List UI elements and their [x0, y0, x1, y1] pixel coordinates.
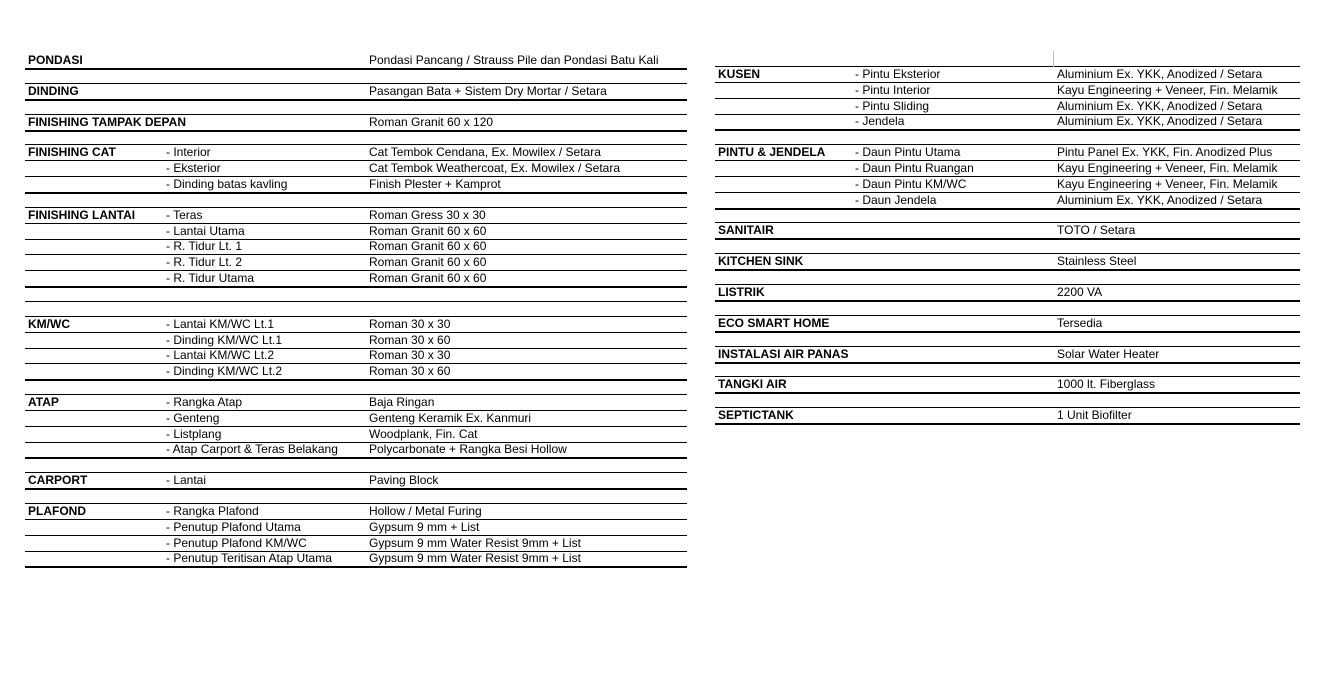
spec-value: 1 Unit Biofilter — [1057, 408, 1132, 423]
spec-value: Aluminium Ex. YKK, Anodized / Setara — [1057, 192, 1263, 207]
spec-row — [715, 98, 1300, 115]
spacer-row — [25, 99, 687, 115]
category-label: FINISHING LANTAI — [28, 207, 136, 222]
spec-value: Roman 30 x 30 — [369, 316, 451, 331]
spec-value: Woodplank, Fin. Cat — [369, 426, 478, 441]
spec-value: Roman Granit 60 x 60 — [369, 223, 487, 238]
left-spec-table — [25, 52, 687, 578]
category-label: ECO SMART HOME — [718, 315, 830, 330]
category-label: KM/WC — [28, 316, 70, 331]
category-label: TANGKI AIR — [718, 377, 787, 392]
item-label: - Pintu Interior — [855, 82, 931, 97]
spec-value: Kayu Engineering + Veneer, Fin. Melamik — [1057, 161, 1278, 175]
spec-row — [25, 535, 687, 552]
category-label: DINDING — [28, 83, 79, 98]
spec-value: Roman 30 x 60 — [369, 332, 451, 347]
spec-value: Genteng Keramik Ex. Kanmuri — [369, 410, 532, 425]
item-label: - Penutup Plafond KM/WC — [166, 535, 307, 550]
spacer-row — [25, 192, 687, 208]
spec-value: Pintu Panel Ex. YKK, Fin. Anodized Plus — [1057, 145, 1273, 160]
spacer-row — [25, 129, 687, 145]
spec-value: Roman Granit 60 x 120 — [369, 114, 494, 129]
spec-row — [25, 144, 687, 161]
category-label: PONDASI — [28, 53, 83, 67]
spec-value: Gypsum 9 mm Water Resist 9mm + List — [369, 551, 581, 566]
spacer-row — [715, 238, 1300, 254]
item-label: - Interior — [166, 145, 211, 160]
spec-value: Paving Block — [369, 473, 439, 488]
spec-value: Polycarbonate + Rangka Besi Hollow — [369, 442, 567, 457]
spec-value: Aluminium Ex. YKK, Anodized / Setara — [1057, 98, 1263, 113]
spec-value: Roman 30 x 60 — [369, 364, 451, 379]
spec-value: 1000 lt. Fiberglass — [1057, 377, 1156, 392]
spacer-row — [715, 331, 1300, 347]
item-label: - Lantai KM/WC Lt.2 — [166, 348, 275, 363]
spacer-row — [25, 488, 687, 504]
spec-value: Cat Tembok Cendana, Ex. Mowilex / Setara — [369, 145, 601, 160]
category-label: SANITAIR — [718, 223, 774, 238]
item-label: - Lantai — [166, 473, 207, 488]
spec-value: Aluminium Ex. YKK, Anodized / Setara — [1057, 114, 1263, 129]
spec-row — [25, 316, 687, 333]
item-label: - Genteng — [166, 410, 220, 425]
spec-value: Pasangan Bata + Sistem Dry Mortar / Setara — [369, 83, 607, 98]
spec-value: Kayu Engineering + Veneer, Fin. Melamik — [1057, 176, 1278, 191]
item-label: - Rangka Atap — [166, 395, 243, 409]
category-label: INSTALASI AIR PANAS — [718, 346, 849, 361]
item-label: - Jendela — [855, 114, 905, 129]
spec-row — [25, 503, 687, 520]
spec-row — [715, 66, 1300, 83]
item-label: - Daun Pintu Utama — [855, 145, 961, 160]
category-label: FINISHING TAMPAK DEPAN — [28, 114, 186, 129]
item-label: - Eksterior — [166, 161, 221, 176]
category-label: FINISHING CAT — [28, 145, 116, 160]
item-label: - R. Tidur Lt. 2 — [166, 255, 243, 270]
spec-value: Roman Granit 60 x 60 — [369, 255, 487, 270]
spec-value: 2200 VA — [1057, 285, 1103, 299]
spacer-row — [715, 392, 1300, 408]
spec-row — [25, 223, 687, 240]
item-label: - Lantai KM/WC Lt.1 — [166, 316, 275, 331]
spec-row — [25, 332, 687, 349]
category-label: KITCHEN SINK — [718, 254, 804, 269]
spec-row — [715, 82, 1300, 99]
spec-row — [25, 207, 687, 224]
spacer-row — [715, 129, 1300, 145]
spacer-row — [25, 457, 687, 473]
spacer-row — [715, 51, 1300, 67]
category-label: PLAFOND — [28, 504, 86, 518]
spec-value: Kayu Engineering + Veneer, Fin. Melamik — [1057, 82, 1278, 97]
spec-value: Finish Plester + Kamprot — [369, 177, 501, 191]
spec-value: TOTO / Setara — [1057, 223, 1136, 238]
spec-row — [25, 238, 687, 255]
category-label: ATAP — [28, 395, 59, 409]
item-label: - Listplang — [166, 426, 222, 441]
spec-value: Pondasi Pancang / Strauss Pile dan Pondasi Batu Kali — [369, 53, 659, 67]
item-label: - Atap Carport & Teras Belakang — [166, 442, 338, 457]
spec-value: Baja Ringan — [369, 395, 435, 409]
item-label: - Dinding KM/WC Lt.2 — [166, 364, 283, 379]
item-label: - Pintu Sliding — [855, 98, 930, 113]
item-label: - Daun Jendela — [855, 192, 937, 207]
column-divider — [1053, 51, 1054, 67]
spacer-row — [25, 301, 687, 317]
item-label: - Penutup Plafond Utama — [166, 519, 301, 534]
spec-value: Roman Granit 60 x 60 — [369, 239, 487, 254]
spec-value: Solar Water Heater — [1057, 346, 1160, 361]
right-spec-table — [715, 51, 1300, 435]
spec-value: Roman 30 x 30 — [369, 348, 451, 363]
category-label: KUSEN — [718, 67, 761, 81]
category-label: SEPTICTANK — [718, 408, 794, 423]
category-label: LISTRIK — [718, 285, 765, 299]
spec-value: Roman Granit 60 x 60 — [369, 271, 487, 285]
item-label: - Lantai Utama — [166, 223, 245, 238]
spec-value: Tersedia — [1057, 315, 1103, 330]
item-label: - Dinding KM/WC Lt.1 — [166, 332, 283, 347]
spec-row — [25, 550, 687, 568]
spacer-row — [715, 361, 1300, 377]
spec-row — [715, 160, 1300, 177]
item-label: - Rangka Plafond — [166, 504, 259, 518]
spec-row — [25, 519, 687, 536]
spec-row — [715, 144, 1300, 161]
spacer-row — [25, 68, 687, 84]
spec-row — [715, 176, 1300, 193]
spec-row — [25, 394, 687, 411]
item-label: - Dinding batas kavling — [166, 177, 288, 191]
item-label: - Teras — [166, 207, 203, 222]
spec-value: Gypsum 9 mm Water Resist 9mm + List — [369, 535, 581, 550]
spec-row — [25, 426, 687, 443]
spec-value: Roman Gress 30 x 30 — [369, 207, 486, 222]
spec-value: Hollow / Metal Furing — [369, 504, 482, 518]
category-label: PINTU & JENDELA — [718, 145, 826, 160]
spacer-row — [25, 286, 687, 302]
spec-value: Gypsum 9 mm + List — [369, 519, 480, 534]
spec-value: Cat Tembok Weathercoat, Ex. Mowilex / Setara — [369, 161, 620, 176]
item-label: - Daun Pintu Ruangan — [855, 161, 974, 175]
spacer-row — [715, 207, 1300, 223]
item-label: - Daun Pintu KM/WC — [855, 176, 967, 191]
item-label: - Penutup Teritisan Atap Utama — [166, 551, 332, 566]
spec-row — [25, 410, 687, 427]
spec-row — [715, 407, 1300, 425]
spacer-row — [715, 300, 1300, 316]
spec-row — [25, 160, 687, 177]
spec-value: Stainless Steel — [1057, 254, 1137, 269]
spec-row — [25, 347, 687, 364]
spec-row — [25, 254, 687, 271]
category-label: CARPORT — [28, 473, 88, 488]
item-label: - R. Tidur Utama — [166, 271, 255, 285]
spacer-row — [25, 379, 687, 395]
spec-value: Aluminium Ex. YKK, Anodized / Setara — [1057, 67, 1263, 81]
spacer-row — [715, 269, 1300, 285]
item-label: - R. Tidur Lt. 1 — [166, 239, 243, 254]
item-label: - Pintu Eksterior — [855, 67, 941, 81]
